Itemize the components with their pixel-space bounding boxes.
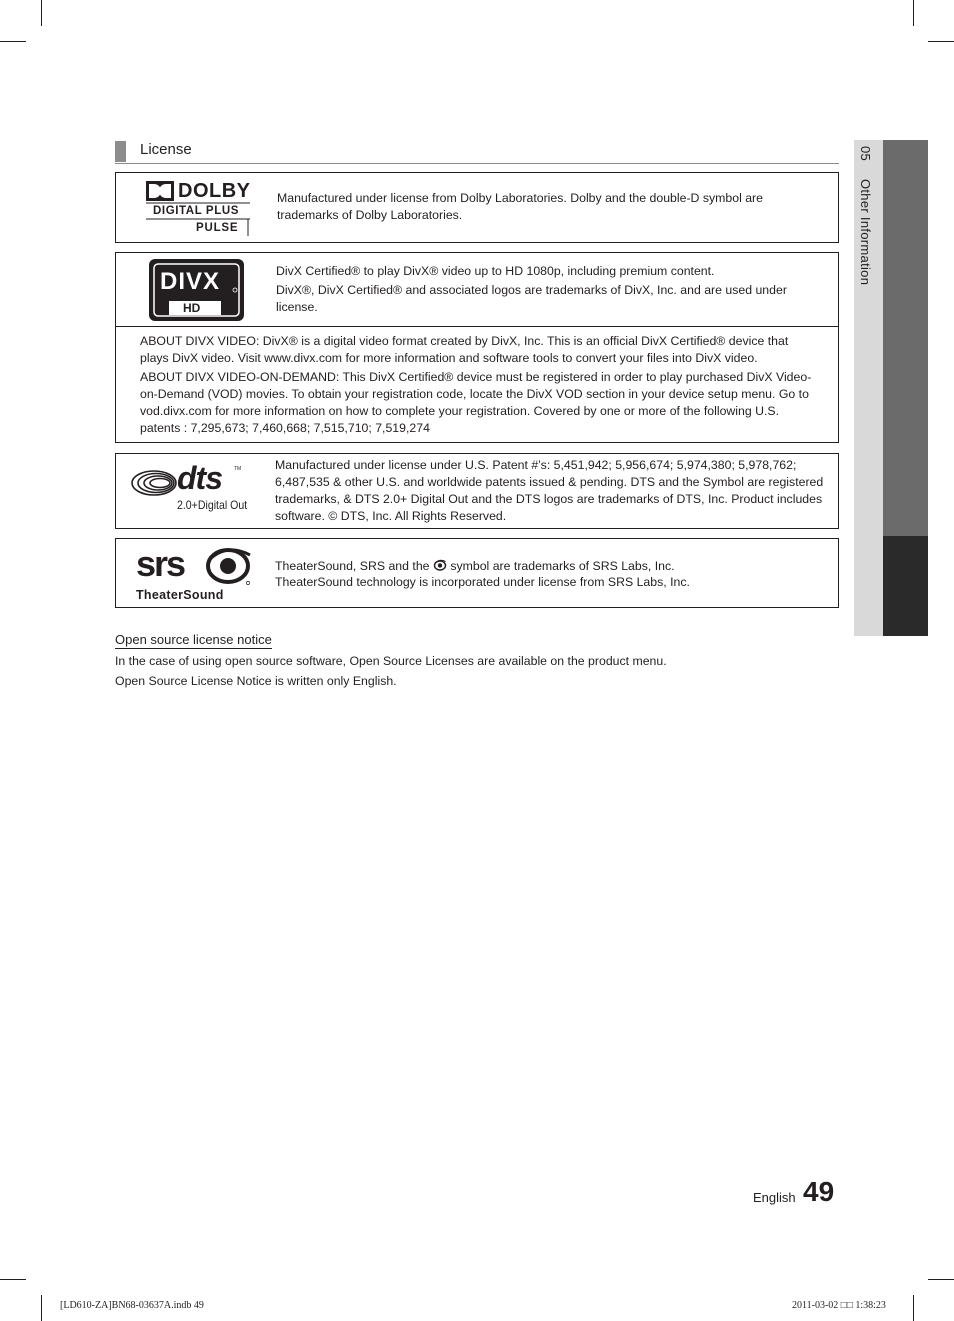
- side-tab-dark-block: [883, 140, 928, 536]
- srs-text-before: TheaterSound, SRS and the: [275, 559, 430, 573]
- divx-divider: [116, 326, 838, 327]
- dolby-license-text: Manufactured under license from Dolby Laboratories. Dolby and the double-D symbol are trademarks of Dolby Laboratories.: [277, 191, 763, 222]
- open-source-line-2: Open Source License Notice is written only English.: [115, 674, 397, 688]
- chapter-number: 05: [858, 146, 873, 162]
- srs-circle-symbol-icon: [204, 545, 256, 585]
- page-language: English: [753, 1190, 796, 1205]
- dts-license-text: Manufactured under license under U.S. Patent #’s: 5,451,942; 5,956,674; 5,974,380; 5,978,762; 6,487,535 & other U.S. and worldwide patents issued & pending. DTS and the Symbol are registered trademarks, & DTS 2.0+ Digital Out and the DTS logos are trademarks of DTS, Inc. Product includes software. © DTS, Inc. All Rights Reserved.: [275, 458, 824, 523]
- crop-mark: [928, 1279, 954, 1280]
- srs-logo-word: srs: [136, 543, 185, 584]
- page-number: 49: [803, 1176, 835, 1207]
- crop-mark: [41, 0, 42, 26]
- dts-logo-tm: TM: [234, 466, 242, 472]
- srs-logo-sub: TheaterSound: [136, 588, 224, 602]
- dts-license-box: [115, 453, 839, 529]
- crop-mark: [41, 1295, 42, 1321]
- dolby-logo-line2: PULSE: [196, 222, 239, 234]
- section-title: License: [140, 141, 192, 158]
- srs-logo: [136, 545, 258, 603]
- divx-logo: [149, 259, 244, 321]
- srs-text-after: symbol are trademarks of SRS Labs, Inc.: [450, 559, 675, 573]
- chapter-title: Other Information: [858, 178, 873, 286]
- srs-license-box: [115, 538, 839, 608]
- side-tab-label: [858, 146, 873, 285]
- divx-license-text-2: DivX®, DivX Certified® and associated logos are trademarks of DivX, Inc. and are used under license.: [276, 283, 787, 314]
- dts-logo-sub: 2.0+Digital Out: [177, 498, 248, 512]
- crop-mark: [928, 41, 954, 42]
- dolby-logo-word: DOLBY: [178, 180, 251, 202]
- open-source-title: Open source license notice: [115, 632, 272, 647]
- dolby-license-box: [115, 172, 839, 243]
- divx-logo-word: DIVX: [160, 268, 221, 295]
- srs-inline-symbol-icon: [433, 559, 447, 571]
- dts-logo: [130, 460, 262, 516]
- open-source-line-1: In the case of using open source software, Open Source Licenses are available on the product menu.: [115, 654, 667, 668]
- crop-mark: [0, 41, 26, 42]
- srs-license-text-2: TheaterSound technology is incorporated under license from SRS Labs, Inc.: [275, 575, 690, 589]
- divx-logo-sub: HD: [183, 301, 201, 315]
- print-timestamp: 2011-03-02 □□ 1:38:23: [792, 1300, 886, 1311]
- divx-license-text-1: DivX Certified® to play DivX® video up to HD 1080p, including premium content.: [276, 264, 715, 278]
- crop-mark: [0, 1279, 26, 1280]
- crop-mark: [913, 0, 914, 26]
- dolby-logo-line1: DIGITAL PLUS: [153, 205, 239, 217]
- divx-license-box: [115, 252, 839, 443]
- side-tab-active-block: [883, 536, 928, 636]
- heading-bar: [115, 141, 126, 162]
- dts-logo-word: dts: [177, 460, 222, 496]
- divx-about-vod: ABOUT DIVX VIDEO-ON-DEMAND: This DivX Certified® device must be registered in order to play purchased DivX Video-on-Demand (VOD) movies. To obtain your registration code, locate the DivX VOD section in your device setup menu. Go to vod.divx.com for more information on how to complete your registration. Covered by one or more of the following U.S. patents : 7,295,673; 7,460,668; 7,515,710; 7,519,274: [140, 370, 812, 435]
- crop-mark: [913, 1295, 914, 1321]
- section-heading: [115, 140, 839, 164]
- dolby-logo: [146, 181, 250, 237]
- srs-license-text-1: [275, 558, 835, 575]
- print-file-info: [LD610-ZA]BN68-03637A.indb 49: [60, 1300, 204, 1311]
- divx-about-video: ABOUT DIVX VIDEO: DivX® is a digital video format created by DivX, Inc. This is an official DivX Certified® device that plays DivX video. Visit www.divx.com for more information and software tools to convert your files into DivX video.: [140, 334, 789, 365]
